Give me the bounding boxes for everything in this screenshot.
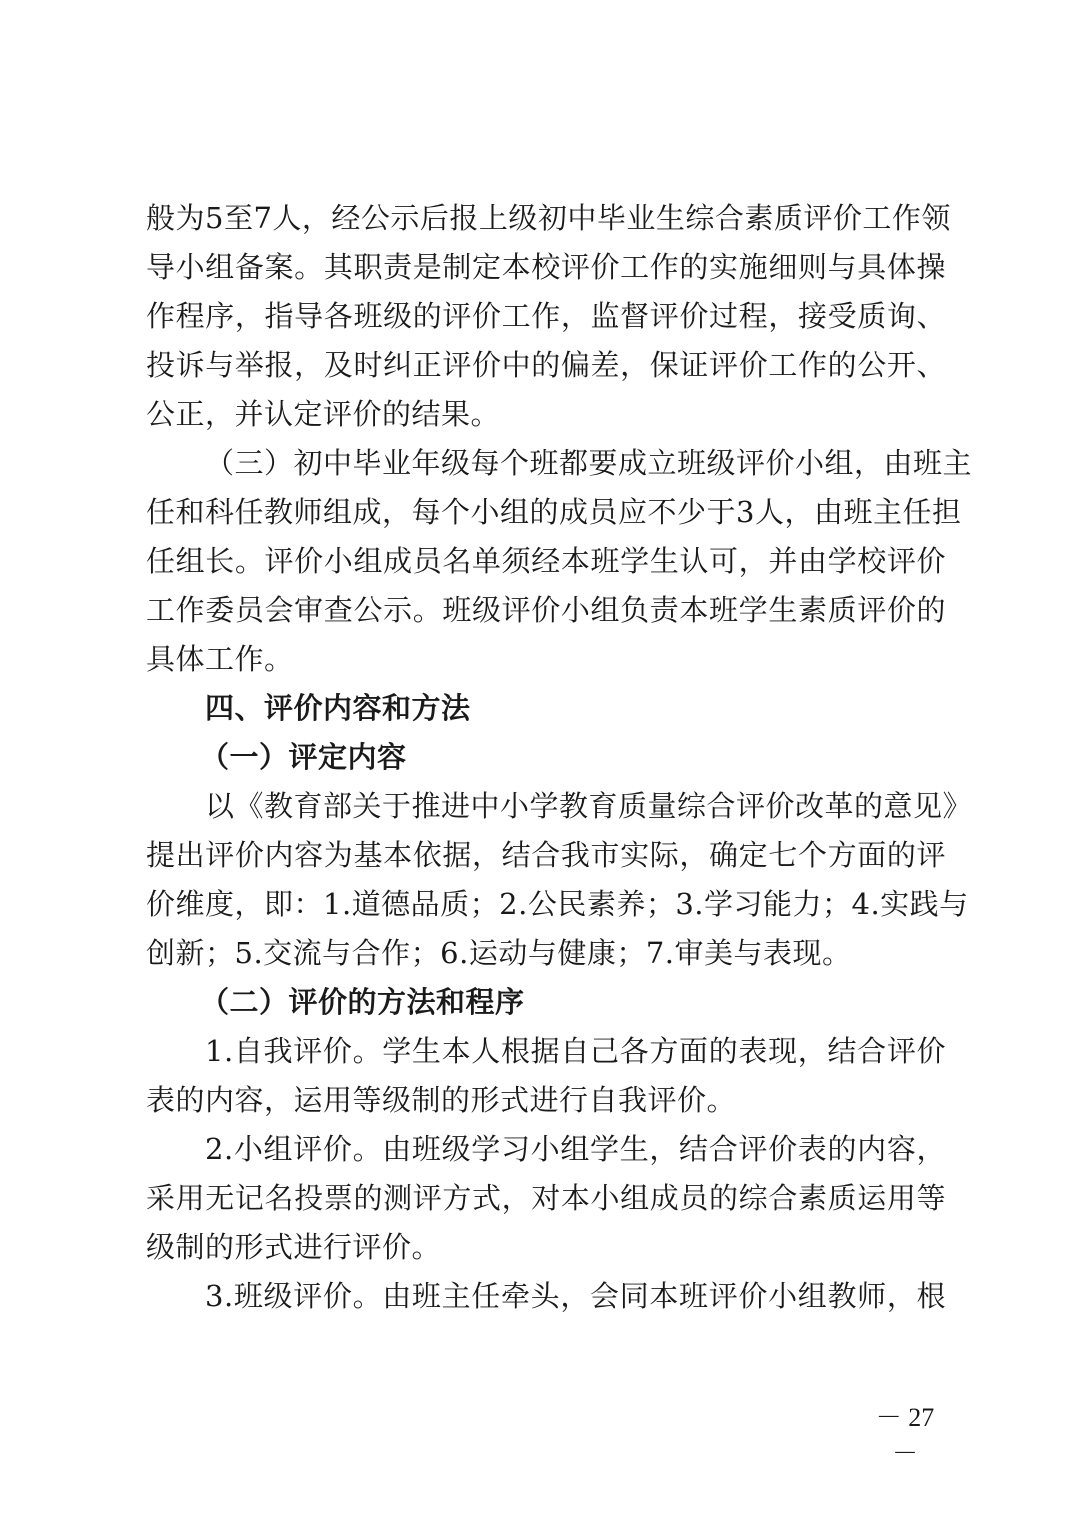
paragraph-line: 提出评价内容为基本依据，结合我市实际，确定七个方面的评: [146, 838, 946, 872]
paragraph-line: 表的内容，运用等级制的形式进行自我评价。: [146, 1083, 737, 1117]
paragraph-line: 工作委员会审查公示。班级评价小组负责本班学生素质评价的: [146, 593, 946, 627]
subsection-heading: （二）评价的方法和程序: [200, 985, 525, 1019]
paragraph-line: 创新；5.交流与合作；6.运动与健康；7.审美与表现。: [146, 936, 852, 970]
paragraph-line: 导小组备案。其职责是制定本校评价工作的实施细则与具体操: [146, 250, 946, 284]
paragraph-line: 任和科任教师组成，每个小组的成员应不少于3人，由班主任担: [146, 495, 962, 529]
paragraph-line: 采用无记名投票的测评方式，对本小组成员的综合素质运用等: [146, 1181, 946, 1215]
paragraph-line: 1.自我评价。学生本人根据自己各方面的表现，结合评价: [205, 1034, 946, 1068]
subsection-heading: （一）评定内容: [200, 740, 407, 774]
paragraph-line: 价维度，即：1.道德品质；2.公民素养；3.学习能力；4.实践与: [146, 887, 969, 921]
paragraph-line: （三）初中毕业年级每个班都要成立班级评价小组，由班主: [205, 446, 973, 480]
paragraph-line: 具体工作。: [146, 642, 294, 676]
paragraph-line: 级制的形式进行评价。: [146, 1230, 442, 1264]
paragraph-line: 以《教育部关于推进中小学教育质量综合评价改革的意见》: [205, 789, 973, 823]
section-heading: 四、评价内容和方法: [205, 691, 471, 725]
paragraph-line: 任组长。评价小组成员名单须经本班学生认可，并由学校评价: [146, 544, 946, 578]
paragraph-line: 作程序，指导各班级的评价工作，监督评价过程，接受质询、: [146, 299, 946, 333]
paragraph-line: 公正，并认定评价的结果。: [146, 397, 501, 431]
page-number: － 27 －: [875, 1403, 935, 1468]
paragraph-line: 投诉与举报，及时纠正评价中的偏差，保证评价工作的公开、: [146, 348, 946, 382]
paragraph-line: 3.班级评价。由班主任牵头，会同本班评价小组教师，根: [205, 1279, 946, 1313]
paragraph-line: 2.小组评价。由班级学习小组学生，结合评价表的内容，: [205, 1132, 946, 1166]
paragraph-line: 般为5至7人，经公示后报上级初中毕业生综合素质评价工作领: [146, 201, 951, 235]
